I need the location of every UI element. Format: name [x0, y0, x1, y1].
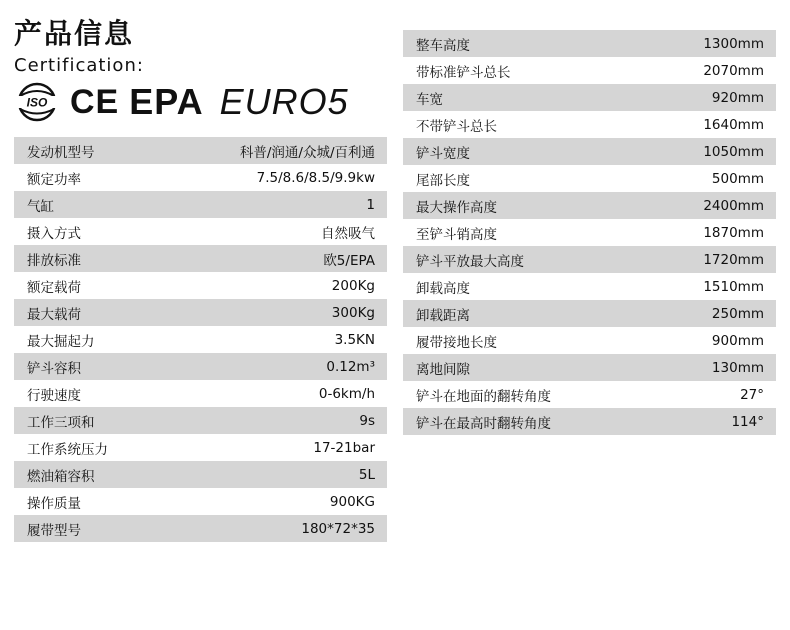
spec-row — [14, 380, 387, 407]
ce-logo-icon: CE — [70, 83, 120, 121]
spec-row — [14, 272, 387, 299]
spec-value: 920mm — [646, 84, 776, 111]
spec-value: 2400mm — [646, 192, 776, 219]
left-spec-table — [14, 137, 387, 542]
spec-value: 900KG — [329, 493, 375, 510]
spec-value: 5L — [197, 461, 387, 488]
spec-row — [14, 434, 387, 461]
spec-row — [403, 138, 776, 165]
spec-row — [403, 273, 776, 300]
spec-name: 发动机型号 — [14, 137, 197, 164]
spec-name: 铲斗在最高时翻转角度 — [403, 408, 646, 435]
spec-name: 不带铲斗总长 — [416, 118, 497, 135]
right-spec-table — [403, 30, 776, 435]
spec-row — [403, 165, 776, 192]
spec-row — [14, 353, 387, 380]
spec-name: 工作三项和 — [14, 407, 197, 434]
spec-name: 卸载距离 — [403, 300, 646, 327]
spec-name: 气缸 — [14, 191, 197, 218]
spec-row — [14, 515, 387, 542]
spec-value: 1720mm — [646, 246, 776, 273]
spec-value: 9s — [197, 407, 387, 434]
spec-name: 最大载荷 — [14, 299, 197, 326]
spec-row — [403, 30, 776, 57]
spec-value: 27° — [740, 386, 764, 403]
spec-value: 180*72*35 — [197, 515, 387, 542]
spec-name: 摄入方式 — [27, 225, 81, 242]
spec-name: 最大操作高度 — [403, 192, 646, 219]
spec-value: 1640mm — [703, 116, 764, 133]
spec-value: 3.5KN — [334, 331, 375, 348]
spec-name: 额定功率 — [27, 171, 81, 188]
spec-name: 最大掘起力 — [27, 333, 95, 350]
spec-value: 2070mm — [703, 62, 764, 79]
certification-logos — [14, 80, 349, 124]
spec-row — [14, 326, 387, 353]
spec-value: 130mm — [646, 354, 776, 381]
spec-row — [403, 192, 776, 219]
spec-value: 1050mm — [646, 138, 776, 165]
spec-row — [403, 111, 776, 138]
spec-row — [403, 300, 776, 327]
spec-value: 200Kg — [331, 277, 375, 294]
spec-name: 工作系统压力 — [27, 441, 108, 458]
spec-name: 行驶速度 — [27, 387, 81, 404]
spec-value: 欧5/EPA — [197, 245, 387, 272]
spec-row — [403, 354, 776, 381]
spec-value: 1510mm — [703, 278, 764, 295]
spec-value: 500mm — [711, 170, 764, 187]
spec-name: 铲斗在地面的翻转角度 — [416, 388, 551, 405]
spec-value: 300Kg — [197, 299, 387, 326]
spec-name: 离地间隙 — [403, 354, 646, 381]
spec-value: 17-21bar — [313, 439, 375, 456]
euro5-logo-icon: EURO5 — [219, 81, 349, 122]
spec-row — [14, 164, 387, 191]
spec-row — [14, 245, 387, 272]
spec-value: 0-6km/h — [318, 385, 375, 402]
spec-name: 带标准铲斗总长 — [416, 64, 511, 81]
spec-name: 尾部长度 — [416, 172, 470, 189]
spec-value: 114° — [646, 408, 776, 435]
spec-value: 0.12m³ — [197, 353, 387, 380]
spec-name: 卸载高度 — [416, 280, 470, 297]
spec-name: 排放标准 — [14, 245, 197, 272]
iso-logo-icon — [14, 82, 60, 122]
epa-logo-icon: EPA — [129, 81, 204, 122]
certification-label: Certification: — [14, 55, 144, 76]
spec-name: 额定载荷 — [27, 279, 81, 296]
spec-value: 250mm — [646, 300, 776, 327]
spec-row — [14, 461, 387, 488]
spec-row — [403, 84, 776, 111]
spec-value: 7.5/8.6/8.5/9.9kw — [256, 169, 375, 186]
spec-value: 科普/润通/众城/百利通 — [197, 137, 387, 164]
spec-value: 1300mm — [646, 30, 776, 57]
spec-name: 铲斗容积 — [14, 353, 197, 380]
spec-value: 自然吸气 — [321, 225, 375, 242]
spec-row — [14, 488, 387, 515]
spec-name: 履带接地长度 — [416, 334, 497, 351]
spec-name: 履带型号 — [14, 515, 197, 542]
spec-row — [14, 299, 387, 326]
spec-row — [403, 219, 776, 246]
spec-name: 铲斗宽度 — [403, 138, 646, 165]
spec-row — [14, 137, 387, 164]
spec-name: 整车高度 — [403, 30, 646, 57]
spec-name: 铲斗平放最大高度 — [403, 246, 646, 273]
spec-row — [403, 246, 776, 273]
spec-row — [14, 191, 387, 218]
spec-row — [14, 407, 387, 434]
spec-row — [403, 408, 776, 435]
spec-row — [403, 381, 776, 408]
page-title: 产品信息 — [14, 17, 135, 50]
spec-row — [403, 327, 776, 354]
spec-name: 操作质量 — [27, 495, 81, 512]
spec-value: 1 — [197, 191, 387, 218]
spec-row — [403, 57, 776, 84]
spec-value: 900mm — [711, 332, 764, 349]
spec-name: 至铲斗销高度 — [416, 226, 497, 243]
spec-row — [14, 218, 387, 245]
spec-name: 车宽 — [403, 84, 646, 111]
spec-value: 1870mm — [703, 224, 764, 241]
spec-name: 燃油箱容积 — [14, 461, 197, 488]
iso-logo-text: ISO — [26, 95, 48, 110]
